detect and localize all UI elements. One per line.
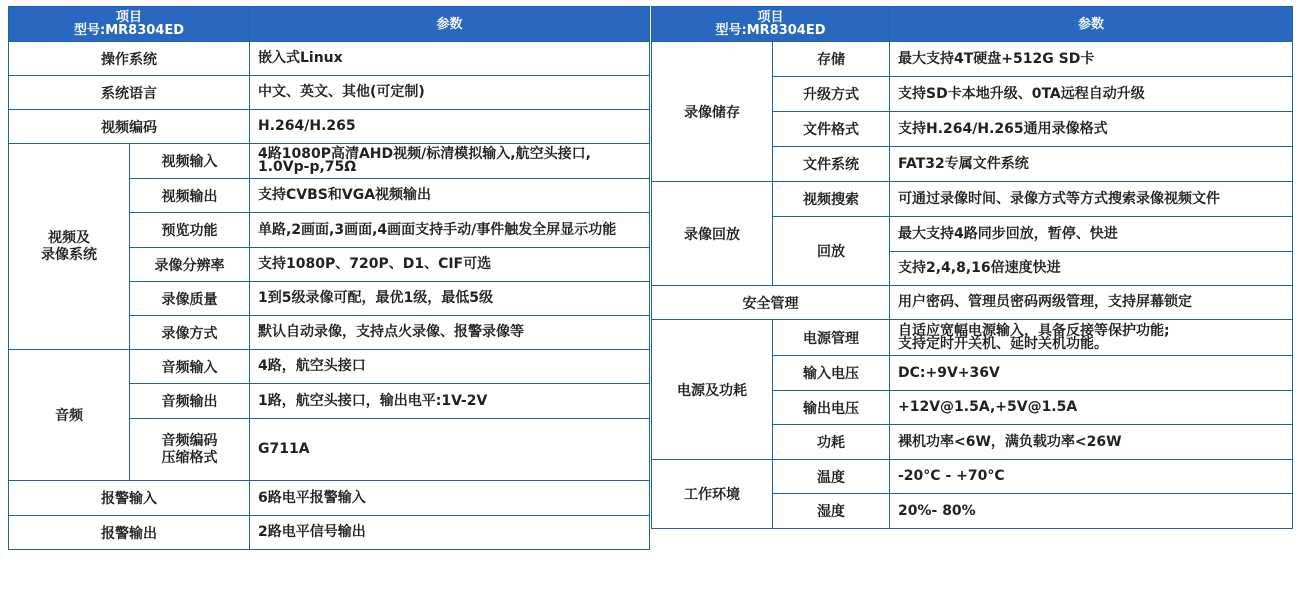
group-label-line: 录像系统 (41, 246, 97, 263)
row-value: 支持SD卡本地升级、0TA远程自动升级 (890, 77, 1293, 112)
header-model-label: 型号:MR8304ED (715, 23, 826, 38)
row-label: 安全管理 (652, 286, 890, 320)
row-value: -20°C - +70°C (890, 460, 1293, 494)
row-label: 音频输出 (130, 384, 250, 419)
group-label-environment: 工作环境 (652, 460, 773, 529)
spec-table-right (651, 6, 1293, 529)
row-label: 系统语言 (9, 76, 250, 110)
table-row (9, 516, 650, 550)
row-label: 音频输入 (130, 350, 250, 384)
header-row (9, 7, 650, 42)
label-line: 压缩格式 (161, 449, 218, 466)
row-value: 可通过录像时间、录像方式等方式搜索录像视频文件 (890, 182, 1293, 217)
group-label-line: 视频及 (48, 229, 90, 246)
row-value (890, 320, 1293, 356)
row-label: 文件格式 (773, 112, 890, 147)
row-label: 录像分辨率 (130, 248, 250, 282)
header-row (652, 7, 1293, 42)
group-label-audio: 音频 (9, 350, 130, 481)
row-value: 最大支持4T硬盘+512G SD卡 (890, 42, 1293, 77)
table-row (652, 182, 1293, 217)
row-label: 功耗 (773, 425, 890, 460)
header-param-label: 参数 (890, 7, 1293, 42)
row-label: 温度 (773, 460, 890, 494)
table-row (9, 110, 650, 144)
row-value: 20%- 80% (890, 494, 1293, 529)
value-line: 支持定时开关机、延时关机功能。 (898, 335, 1108, 352)
row-value: +12V@1.5A,+5V@1.5A (890, 391, 1293, 425)
row-label: 视频编码 (9, 110, 250, 144)
header-item-cell (9, 7, 250, 42)
row-value: 默认自动录像，支持点火录像、报警录像等 (250, 316, 650, 350)
row-value: 支持1080P、720P、D1、CIF可选 (250, 248, 650, 282)
row-label: 电源管理 (773, 320, 890, 356)
row-value: 嵌入式Linux (250, 42, 650, 76)
label-line: 音频编码 (161, 432, 218, 449)
row-value: 2路电平信号输出 (250, 516, 650, 550)
table-row (652, 42, 1293, 77)
row-value: H.264/H.265 (250, 110, 650, 144)
row-label: 输入电压 (773, 356, 890, 391)
value-line: 自适应宽幅电源输入，具备反接等保护功能; (898, 322, 1170, 339)
header-item-label: 项目 (757, 10, 784, 25)
group-label-video (9, 144, 130, 350)
row-value: G711A (250, 419, 650, 481)
value-line: 1.0Vp-p,75Ω (258, 159, 357, 175)
row-label: 文件系统 (773, 147, 890, 182)
row-value: 裸机功率<6W，满负载功率<26W (890, 425, 1293, 460)
row-value (250, 144, 650, 179)
row-value: 6路电平报警输入 (250, 481, 650, 516)
row-value: DC:+9V+36V (890, 356, 1293, 391)
row-label: 视频搜索 (773, 182, 890, 217)
row-label: 升级方式 (773, 77, 890, 112)
row-value: 1到5级录像可配，最优1级，最低5级 (250, 282, 650, 316)
group-label-storage: 录像储存 (652, 42, 773, 182)
row-label: 输出电压 (773, 391, 890, 425)
table-row (9, 42, 650, 76)
table-row (9, 144, 650, 179)
header-item-cell (652, 7, 890, 42)
row-label: 操作系统 (9, 42, 250, 76)
row-value: 1路，航空头接口，输出电平:1V-2V (250, 384, 650, 419)
table-row (9, 350, 650, 384)
row-value: 中文、英文、其他(可定制) (250, 76, 650, 110)
row-label: 湿度 (773, 494, 890, 529)
header-param-label: 参数 (250, 7, 650, 42)
row-label: 视频输出 (130, 179, 250, 213)
row-value: 用户密码、管理员密码两级管理，支持屏幕锁定 (890, 286, 1293, 320)
row-value: 支持CVBS和VGA视频输出 (250, 179, 650, 213)
row-value: FAT32专属文件系统 (890, 147, 1293, 182)
table-row (652, 286, 1293, 320)
group-label-playback: 录像回放 (652, 182, 773, 286)
row-value: 最大支持4路同步回放，暂停、快进 (890, 217, 1293, 252)
row-label: 录像方式 (130, 316, 250, 350)
row-label: 报警输出 (9, 516, 250, 550)
table-row (9, 76, 650, 110)
value-line: 4路1080P高清AHD视频/标清模拟输入,航空头接口, (258, 146, 591, 162)
row-label (130, 419, 250, 481)
table-row (652, 460, 1293, 494)
spec-table-left (8, 6, 650, 550)
row-value: 支持2,4,8,16倍速度快进 (890, 252, 1293, 286)
row-label: 预览功能 (130, 213, 250, 248)
row-label: 存储 (773, 42, 890, 77)
group-label-power: 电源及功耗 (652, 320, 773, 460)
header-item-label: 项目 (115, 10, 142, 25)
table-row (9, 481, 650, 516)
row-label: 录像质量 (130, 282, 250, 316)
header-model-label: 型号:MR8304ED (74, 23, 184, 38)
row-label: 视频输入 (130, 144, 250, 179)
row-label: 回放 (773, 217, 890, 286)
table-row (652, 320, 1293, 356)
row-value: 支持H.264/H.265通用录像格式 (890, 112, 1293, 147)
row-label: 报警输入 (9, 481, 250, 516)
row-value: 4路，航空头接口 (250, 350, 650, 384)
row-value: 单路,2画面,3画面,4画面支持手动/事件触发全屏显示功能 (250, 213, 650, 248)
